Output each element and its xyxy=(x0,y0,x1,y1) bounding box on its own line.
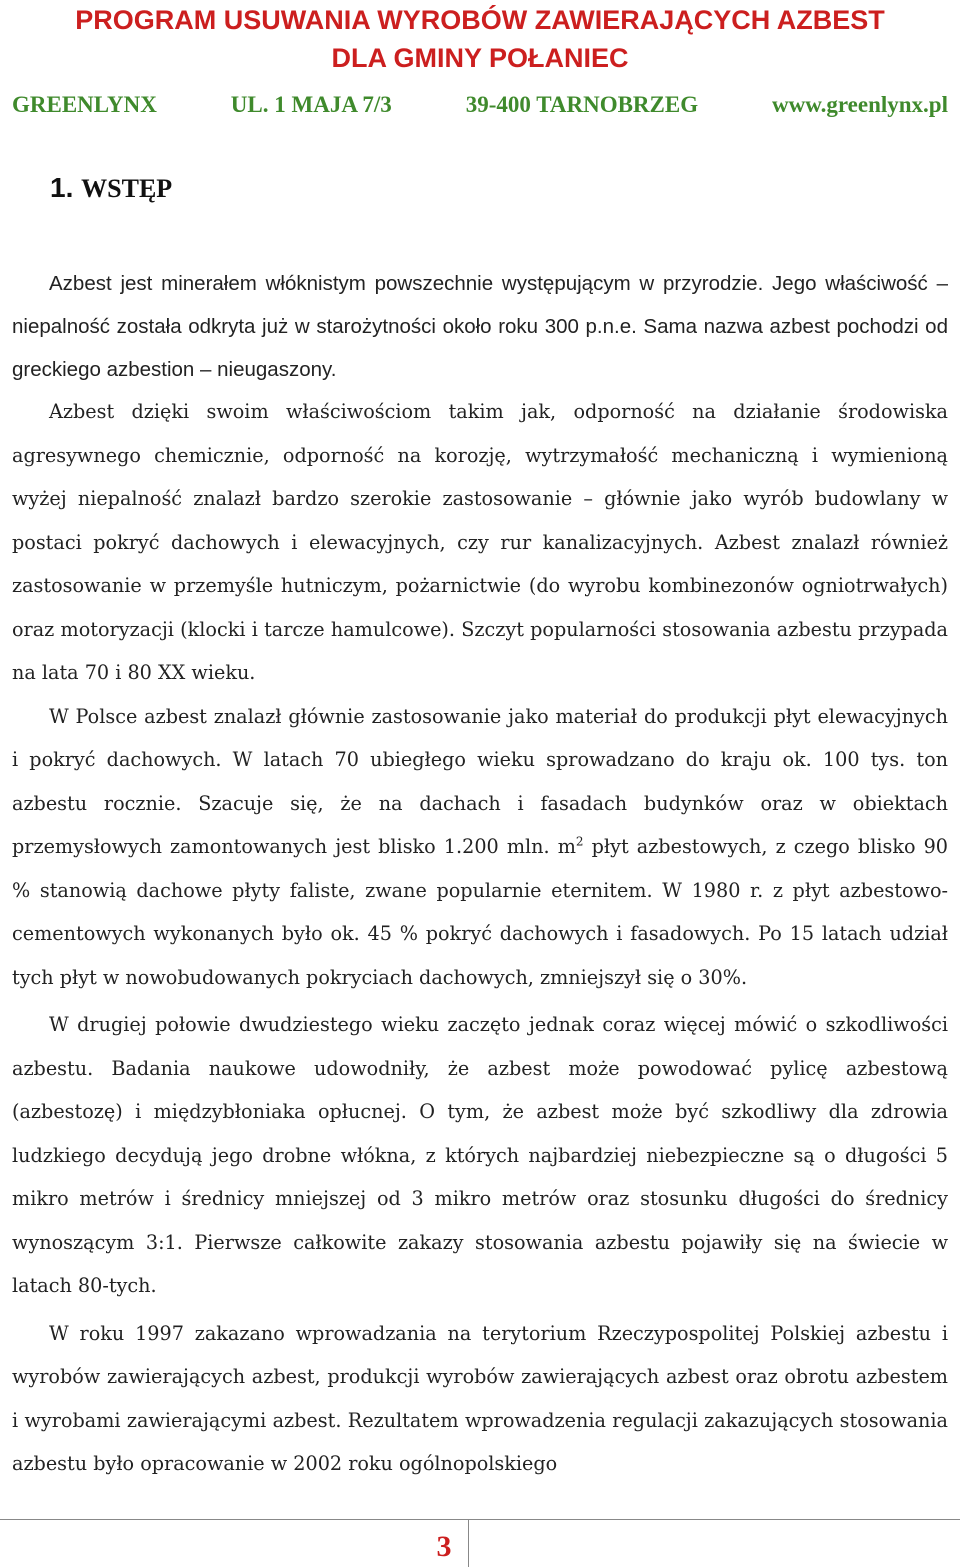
paragraph-1: Azbest dzięki swoim właściwościom takim jak, odporność na działanie środowiska agresywnego chemicznie, odporność na korozję, wytrzymałość mechaniczną i wymienioną wyżej niepalność znalazł bardzo szerokie zastosowanie – głównie jako wyrób budowlany w postaci pokryć dachowych i elewacyjnych, czy rur kanalizacyjnych. Azbest znalazł również zastosowanie w przemyśle hutniczym, pożarnictwie (do wyrobu kombinezonów ogniotrwałych) oraz motoryzacji (klocki i tarcze hamulcowe). Szczyt popularności stosowania azbestu przypada na lata 70 i 80 XX wieku. xyxy=(12,400,948,684)
section-heading xyxy=(50,168,172,209)
paragraph-3: W drugiej połowie dwudziestego wieku zaczęto jednak coraz więcej mówić o szkodliwości azbestu. Badania naukowe udowodniły, że azbest może powodować pylicę azbestową (azbestozę) i międzybłoniaka opłucnej. O tym, że azbest może być szkodliwy dla zdrowia ludzkiego decydują jego drobne włókna, z których najbardziej niebezpieczne są o długości 5 mikro metrów i średnicy mniejszej od 3 mikro metrów oraz stosunku długości do średnicy wynoszącym 3:1. Pierwsze całkowite zakazy stosowania azbestu pojawiły się na świecie w latach 80-tych. xyxy=(12,1013,948,1297)
paragraph-4: W roku 1997 zakazano wprowadzania na terytorium Rzeczypospolitej Polskiej azbestu i wyrobów zawierających azbest, produkcji wyrobów zawierających azbest oraz obrotu azbestem i wyrobami zawierającymi azbest. Rezultatem wprowadzenia regulacji zakazujących stosowania azbestu było opracowanie w 2002 roku ogólnopolskiego xyxy=(12,1321,948,1475)
paragraph-2 xyxy=(12,695,948,1000)
page-number: 3 xyxy=(436,1530,452,1563)
city-address: 39-400 TARNOBRZEG xyxy=(465,92,699,117)
paragraph-2-text-b: płyt azbestowych, z czego blisko 90 % stanowią dachowe płyty faliste, zwane popularnie eternitem. W 1980 r. z płyt azbestowo-cementowych wykonanych było ok. 45 % pokryć dachowych i fasadowych. Po 15 latach udział tych płyt w nowobudowanych pokryciach dachowych, zmniejszył się o 30%. xyxy=(12,835,949,989)
paragraph-2-text-a: W Polsce azbest znalazł głównie zastosowanie jako materiał do produkcji płyt elewacyjnych i pokryć dachowych. W latach 70 ubiegłego wieku sprowadzano do kraju ok. 100 tys. ton azbestu rocznie. Szacuje się, że na dachach i fasadach budynków oraz w obiektach przemysłowych zamontowanych jest blisko 1.200 mln. m xyxy=(12,704,948,858)
street-address: UL. 1 MAJA 7/3 xyxy=(230,92,392,117)
document-title-line-2: DLA GMINY POŁANIEC xyxy=(331,43,629,73)
company-name: GREENLYNX xyxy=(12,92,157,117)
paragraph-intro: Azbest jest minerałem włóknistym powszechnie występującym w przyrodzie. Jego właściwość – niepalność została odkryta już w starożytności około roku 300 p.n.e. Sama nazwa azbest pochodzi od greckiego azbestion – nieugaszony. xyxy=(12,272,948,381)
intro-block xyxy=(12,262,948,391)
website-link[interactable]: www.greenlynx.pl xyxy=(772,92,948,117)
section-title: WSTĘP xyxy=(81,174,173,203)
superscript-2: 2 xyxy=(575,834,584,849)
footer-divider xyxy=(0,1519,960,1520)
section-number: 1. xyxy=(50,172,74,203)
contact-line xyxy=(12,90,948,120)
footer-separator xyxy=(468,1519,469,1567)
body-text xyxy=(12,390,948,1486)
document-title-line-1: PROGRAM USUWANIA WYROBÓW ZAWIERAJĄCYCH AZBEST xyxy=(75,5,885,35)
